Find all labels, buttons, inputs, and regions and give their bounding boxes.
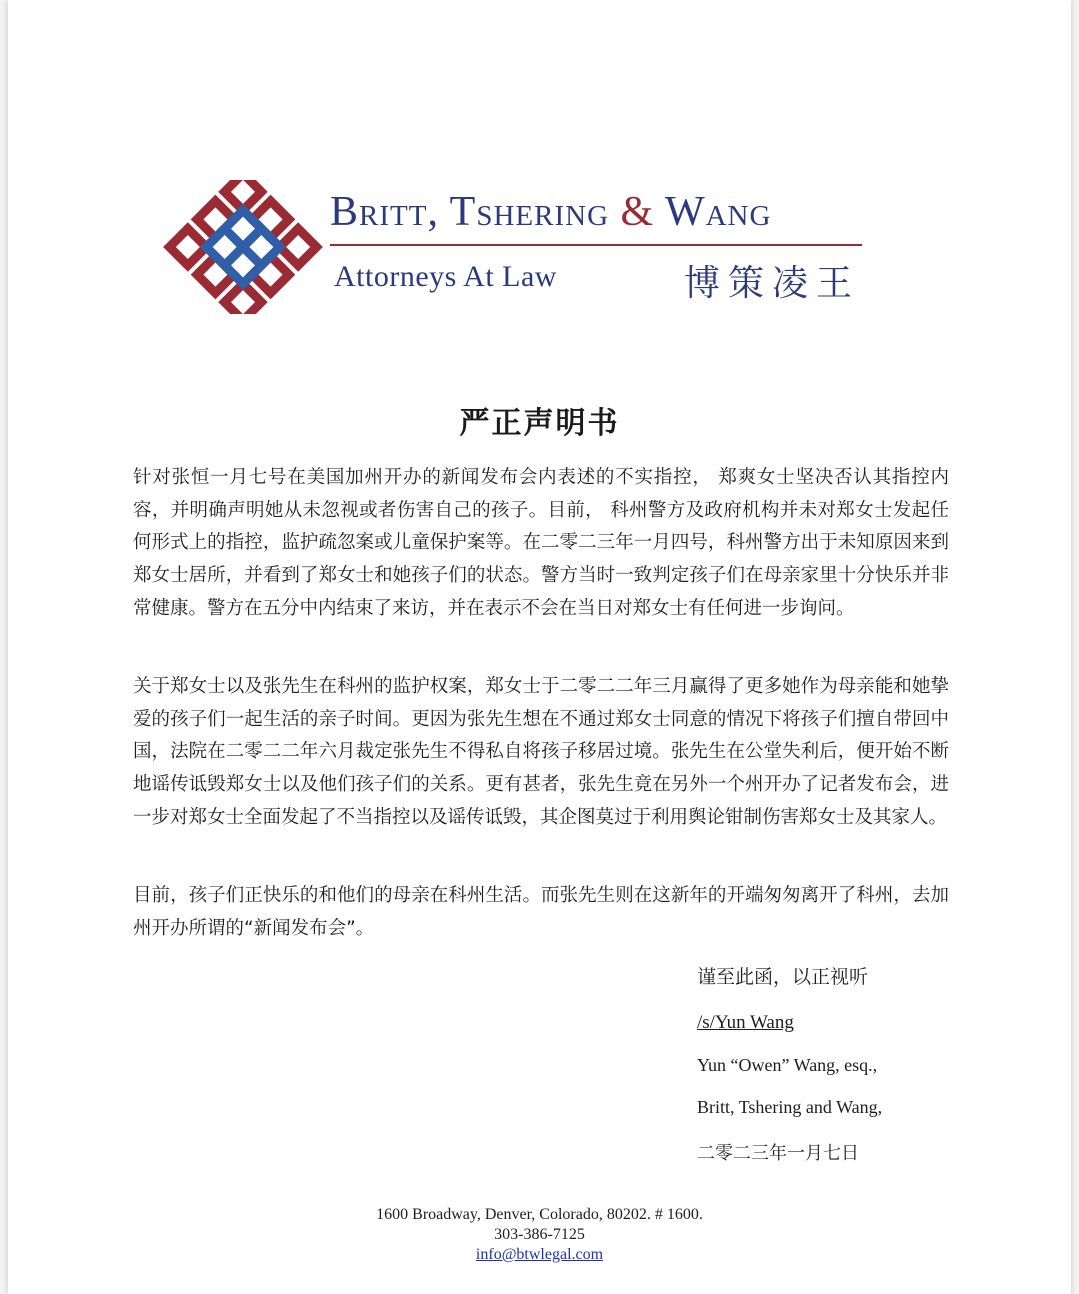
footer-address: 1600 Broadway, Denver, Colorado, 80202. # 1600. [376, 1206, 703, 1223]
firm-name [330, 188, 771, 236]
signature-signed-name: /s/Yun Wang [697, 1012, 794, 1033]
statement-paragraph-1: 针对张恒一月七号在美国加州开办的新闻发布会内表述的不实指控， 郑爽女士坚决否认其指控内容，并明确声明她从未忽视或者伤害自己的孩子。目前， 科州警方及政府机构并未对郑女士发起任何形式上的指控，监护疏忽案或儿童保护案等。在二零二三年一月四号，科州警方出于未知原因来到郑女士居所，并看到了郑女士和她孩子们的状态。警方当时一致判定孩子们在母亲家里十分快乐并非常健康。警方在五分中内结束了来访，并在表示不会在当日对郑女士有任何进一步询问。 [133, 467, 949, 619]
footer-phone: 303-386-7125 [494, 1226, 585, 1243]
letterhead-divider [330, 244, 862, 246]
signature-date: 二零二三年一月七日 [697, 1143, 859, 1164]
signature-attorney: Yun “Owen” Wang, esq., [697, 1055, 878, 1075]
firm-name-part2: Wang [664, 189, 772, 235]
footer-email-link[interactable]: info@btwlegal.com [475, 1246, 604, 1263]
firm-name-ampersand: & [620, 189, 655, 235]
signature-closing: 谨至此函，以正视听 [697, 966, 869, 988]
statement-paragraph-3: 目前，孩子们正快乐的和他们的母亲在科州生活。而张先生则在这新年的开端匆匆离开了科州，去加州开办所谓的“新闻发布会”。 [133, 885, 949, 939]
signature-firm: Britt, Tshering and Wang, [697, 1097, 883, 1117]
statement-paragraph-2: 关于郑女士以及张先生在科州的监护权案，郑女士于二零二二年三月赢得了更多她作为母亲能和她挚爱的孩子们一起生活的亲子时间。更因为张先生想在不通过郑女士同意的情况下将孩子们擅自带回中国，法院在二零二二年六月裁定张先生不得私自将孩子移居过境。张先生在公堂失利后，便开始不断地谣传诋毁郑女士以及他们孩子们的关系。更有甚者，张先生竟在另外一个州开办了记者发布会，进一步对郑女士全面发起了不当指控以及谣传诋毁，其企图莫过于利用舆论钳制伤害郑女士及其家人。 [133, 676, 949, 828]
document-title: 严正声明书 [459, 406, 620, 441]
firm-chinese-name: 博策凌王 [684, 263, 861, 304]
firm-tagline: Attorneys At Law [334, 260, 557, 293]
firm-name-part1: Britt, Tshering [330, 189, 610, 235]
endless-knot-logo [158, 180, 328, 314]
